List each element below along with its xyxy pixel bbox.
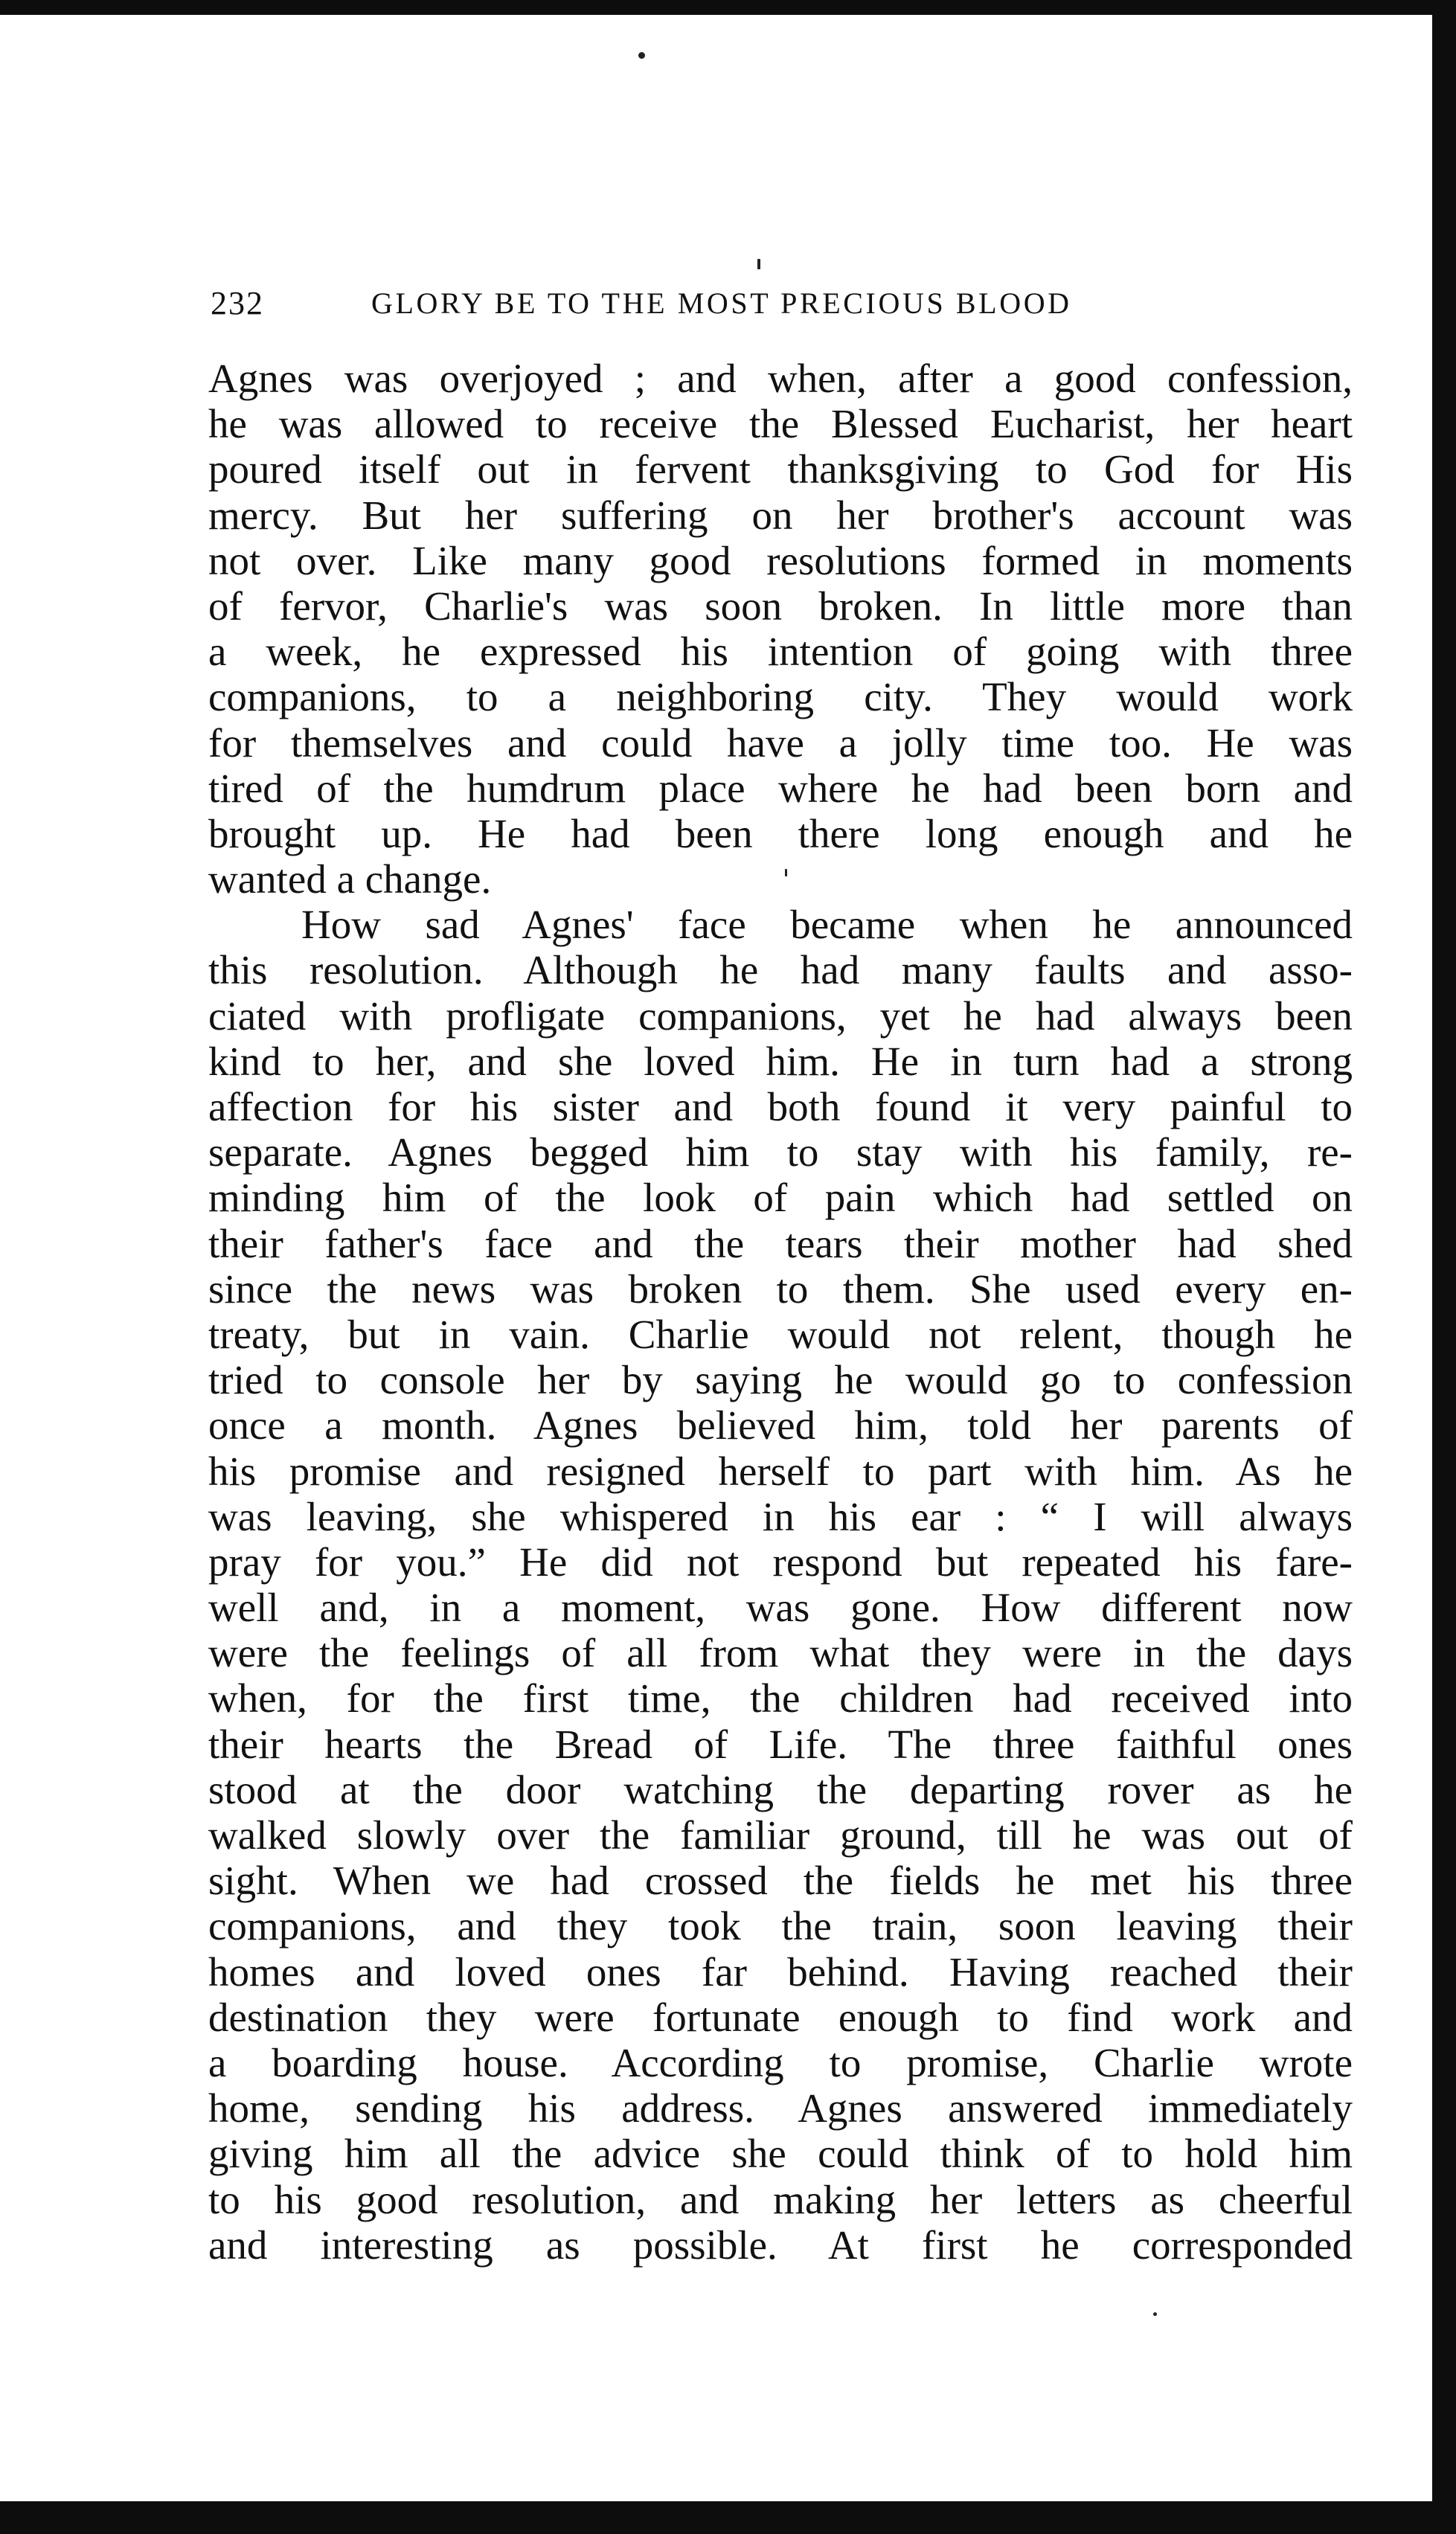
text-line: tired of the humdrum place where he had been born and xyxy=(208,765,1353,811)
text-line: How sad Agnes' face became when he announced xyxy=(301,902,1353,948)
page-number: 232 xyxy=(211,285,264,321)
text-line: separate. Agnes begged him to stay with his family, re- xyxy=(208,1129,1353,1175)
text-line: were the feelings of all from what they were in the days xyxy=(208,1630,1353,1676)
text-line: Agnes was overjoyed ; and when, after a good confession, xyxy=(208,356,1353,401)
text-line: when, for the first time, the children had received into xyxy=(208,1675,1353,1722)
text-line: brought up. He had been there long enough and he xyxy=(208,810,1353,856)
text-line: he was allowed to receive the Blessed Eucharist, her heart xyxy=(208,401,1353,447)
text-line: kind to her, and she loved him. He in turn had a strong xyxy=(208,1038,1353,1084)
text-line: and interesting as possible. At first he corresponded xyxy=(208,2222,1353,2268)
text-line: once a month. Agnes believed him, told her parents of xyxy=(208,1402,1353,1449)
scan-speck xyxy=(638,52,645,59)
scan-border-right xyxy=(1432,0,1456,2534)
text-line: giving him all the advice she could think of to hold him xyxy=(208,2131,1353,2177)
text-line: affection for his sister and both found it very painful to xyxy=(208,1084,1353,1129)
text-line: pray for you.” He did not respond but repeated his fare- xyxy=(208,1539,1353,1585)
scan-speck xyxy=(1153,2312,1157,2316)
paragraph xyxy=(208,356,1353,902)
text-line: wanted a change. xyxy=(208,856,492,902)
paragraph xyxy=(208,902,1353,2268)
text-line: home, sending his address. Agnes answered immediately xyxy=(208,2085,1353,2132)
text-line: not over. Like many good resolutions formed in moments xyxy=(208,537,1353,583)
scan-speck xyxy=(757,259,760,269)
text-line: treaty, but in vain. Charlie would not relent, though he xyxy=(208,1311,1353,1357)
text-line: of fervor, Charlie's was soon broken. In little more than xyxy=(208,583,1353,629)
running-header xyxy=(211,284,1349,329)
text-line: their father's face and the tears their mother had shed xyxy=(208,1220,1353,1266)
text-line: companions, to a neighboring city. They would work xyxy=(208,674,1353,720)
text-line: mercy. But her suffering on her brother's account was xyxy=(208,492,1353,538)
text-line: ciated with profligate companions, yet he had always been xyxy=(208,992,1353,1039)
text-line: this resolution. Although he had many faults and asso- xyxy=(208,947,1353,993)
text-line: walked slowly over the familiar ground, till he was out of xyxy=(208,1812,1353,1858)
scan-border-top xyxy=(0,0,1456,15)
text-line: to his good resolution, and making her letters as cheerful xyxy=(208,2176,1353,2222)
running-title: GLORY BE TO THE MOST PRECIOUS BLOOD xyxy=(371,286,1072,320)
text-line: was leaving, she whispered in his ear : “ I will always xyxy=(208,1493,1353,1539)
text-line: since the news was broken to them. She used every en- xyxy=(208,1266,1353,1312)
text-line: destination they were fortunate enough to find work and xyxy=(208,1994,1353,2040)
text-line: a boarding house. According to promise, Charlie wrote xyxy=(208,2039,1353,2085)
text-line: minding him of the look of pain which had settled on xyxy=(208,1175,1353,1221)
text-line: a week, he expressed his intention of going with three xyxy=(208,629,1353,675)
body-text xyxy=(208,356,1353,2268)
text-line: stood at the door watching the departing rover as he xyxy=(208,1766,1353,1812)
text-line: homes and loved ones far behind. Having reached their xyxy=(208,1948,1353,1995)
text-line: their hearts the Bread of Life. The three faithful ones xyxy=(208,1721,1353,1767)
text-line: well and, in a moment, was gone. How different now xyxy=(208,1585,1353,1631)
scan-border-bottom xyxy=(0,2501,1456,2534)
text-line: sight. When we had crossed the fields he met his three xyxy=(208,1858,1353,1904)
text-line: poured itself out in fervent thanksgiving to God for His xyxy=(208,446,1353,493)
text-line: companions, and they took the train, soon leaving their xyxy=(208,1903,1353,1949)
text-line: for themselves and could have a jolly time too. He was xyxy=(208,719,1353,766)
text-line: tried to console her by saying he would go to confession xyxy=(208,1357,1353,1403)
text-line: his promise and resigned herself to part with him. As he xyxy=(208,1448,1353,1494)
